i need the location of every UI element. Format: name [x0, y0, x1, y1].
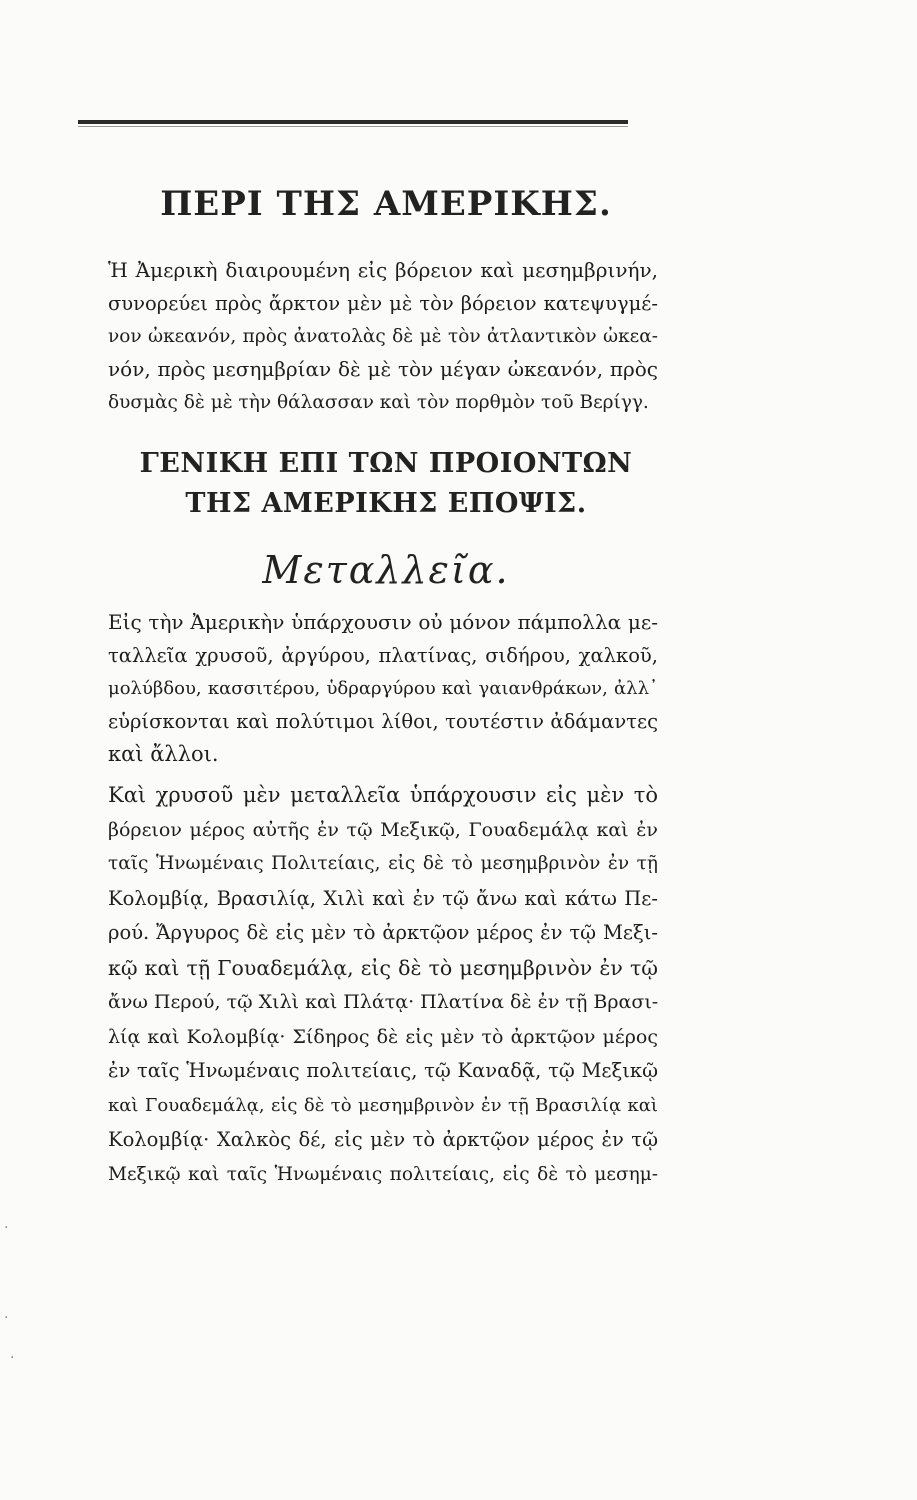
section-heading-line2: ΤΗΣ ΑΜΕΡΙΚΗΣ ΕΠΟΨΙΣ. [185, 488, 587, 519]
text-line: μολύβδου, κασσιτέρου, ὑδραργύρου καὶ γαιανθράκων, ἀλλ᾽ [108, 678, 658, 699]
paragraph-2-text [108, 778, 658, 1192]
text-line: Ἡ Ἀμερικὴ διαιρουμένη εἰς βόρειον καὶ μεσημβρινήν, [108, 258, 658, 282]
text-line: νον ὠκεανόν, πρὸς ἀνατολὰς δὲ μὲ τὸν ἀτλαντικὸν ὠκεα- [108, 326, 658, 347]
text-line: ἄνω Περού, τῷ Χιλὶ καὶ Πλάτᾳ· Πλατίνα δὲ ἐν τῇ Βρασι- [108, 991, 659, 1013]
text-line: ἐν ταῖς Ἡνωμέναις πολιτείαις, τῷ Καναδᾷ, τῷ Μεξικῷ [108, 1059, 658, 1082]
paragraph-1-text [108, 606, 658, 771]
section-heading-line1: ΓΕΝΙΚΗ ΕΠΙ ΤΩΝ ΠΡΟΙΟΝΤΩΝ [139, 448, 633, 479]
text-line: νόν, πρὸς μεσημβρίαν δὲ μὲ τὸν μέγαν ὠκεανόν, πρὸς [108, 357, 658, 381]
text-line: Κολομβίᾳ, Βρασιλίᾳ, Χιλὶ καὶ ἐν τῷ ἄνω καὶ κάτω Πε- [108, 886, 658, 910]
intro-paragraph [108, 254, 658, 419]
margin-speck: · [4, 1220, 9, 1236]
text-line: ρού. Ἄργυρος δὲ εἰς μὲν τὸ ἀρκτῷον μέρος ἐν τῷ Μεξι- [108, 921, 658, 944]
top-rule [78, 120, 628, 124]
text-line: βόρειον μέρος αὐτῆς ἐν τῷ Μεξικῷ, Γουαδεμάλᾳ καὶ ἐν [108, 818, 658, 841]
text-line: κῷ καὶ τῇ Γουαδεμάλᾳ, εἰς δὲ τὸ μεσημβρινὸν ἐν τῷ [108, 955, 658, 980]
margin-speck: · [4, 1310, 9, 1326]
text-line: Κολομβίᾳ· Χαλκὸς δέ, εἰς μὲν τὸ ἀρκτῷον μέρος ἐν τῷ [108, 1128, 658, 1151]
text-line: εὑρίσκονται καὶ πολύτιμοι λίθοι, τουτέστιν ἀδάμαντες [108, 710, 658, 733]
paragraph-1 [108, 606, 658, 771]
text-line: συνορεύει πρὸς ἄρκτον μὲν μὲ τὸν βόρειον κατεψυγμέ- [108, 292, 658, 315]
intro-text [108, 254, 658, 419]
text-line: ταῖς Ἡνωμέναις Πολιτείαις, εἰς δὲ τὸ μεσημβρινὸν ἐν τῇ [108, 853, 658, 874]
text-line: ταλλεῖα χρυσοῦ, ἀργύρου, πλατίνας, σιδήρου, χαλκοῦ, [108, 644, 658, 667]
page-title: ΠΕΡΙ ΤΗΣ ΑΜΕΡΙΚΗΣ. [160, 184, 612, 224]
subheading: Μεταλλεῖα. [262, 548, 510, 592]
text-line: καὶ Γουαδεμάλᾳ, εἰς δὲ τὸ μεσημβρινὸν ἐν τῇ Βρασιλίᾳ καὶ [108, 1094, 658, 1116]
text-line: λίᾳ καὶ Κολομβίᾳ· Σίδηρος δὲ εἰς μὲν τὸ ἀρκτῷον μέρος [108, 1025, 658, 1048]
text-line: καὶ ἄλλοι. [108, 742, 219, 766]
text-line: δυσμὰς δὲ μὲ τὴν θάλασσαν καὶ τὸν πορθμὸν τοῦ Βερίγγ. [108, 392, 649, 413]
margin-speck: · [10, 1350, 15, 1366]
text-line: Καὶ χρυσοῦ μὲν μεταλλεῖα ὑπάρχουσιν εἰς μὲν τὸ [108, 783, 658, 807]
paragraph-2 [108, 778, 658, 1192]
text-line: Εἰς τὴν Ἀμερικὴν ὑπάρχουσιν οὐ μόνον πάμπολλα με- [108, 610, 658, 634]
text-line: Μεξικῷ καὶ ταῖς Ἡνωμέναις πολιτείαις, εἰς δὲ τὸ μεσημ- [108, 1163, 658, 1185]
